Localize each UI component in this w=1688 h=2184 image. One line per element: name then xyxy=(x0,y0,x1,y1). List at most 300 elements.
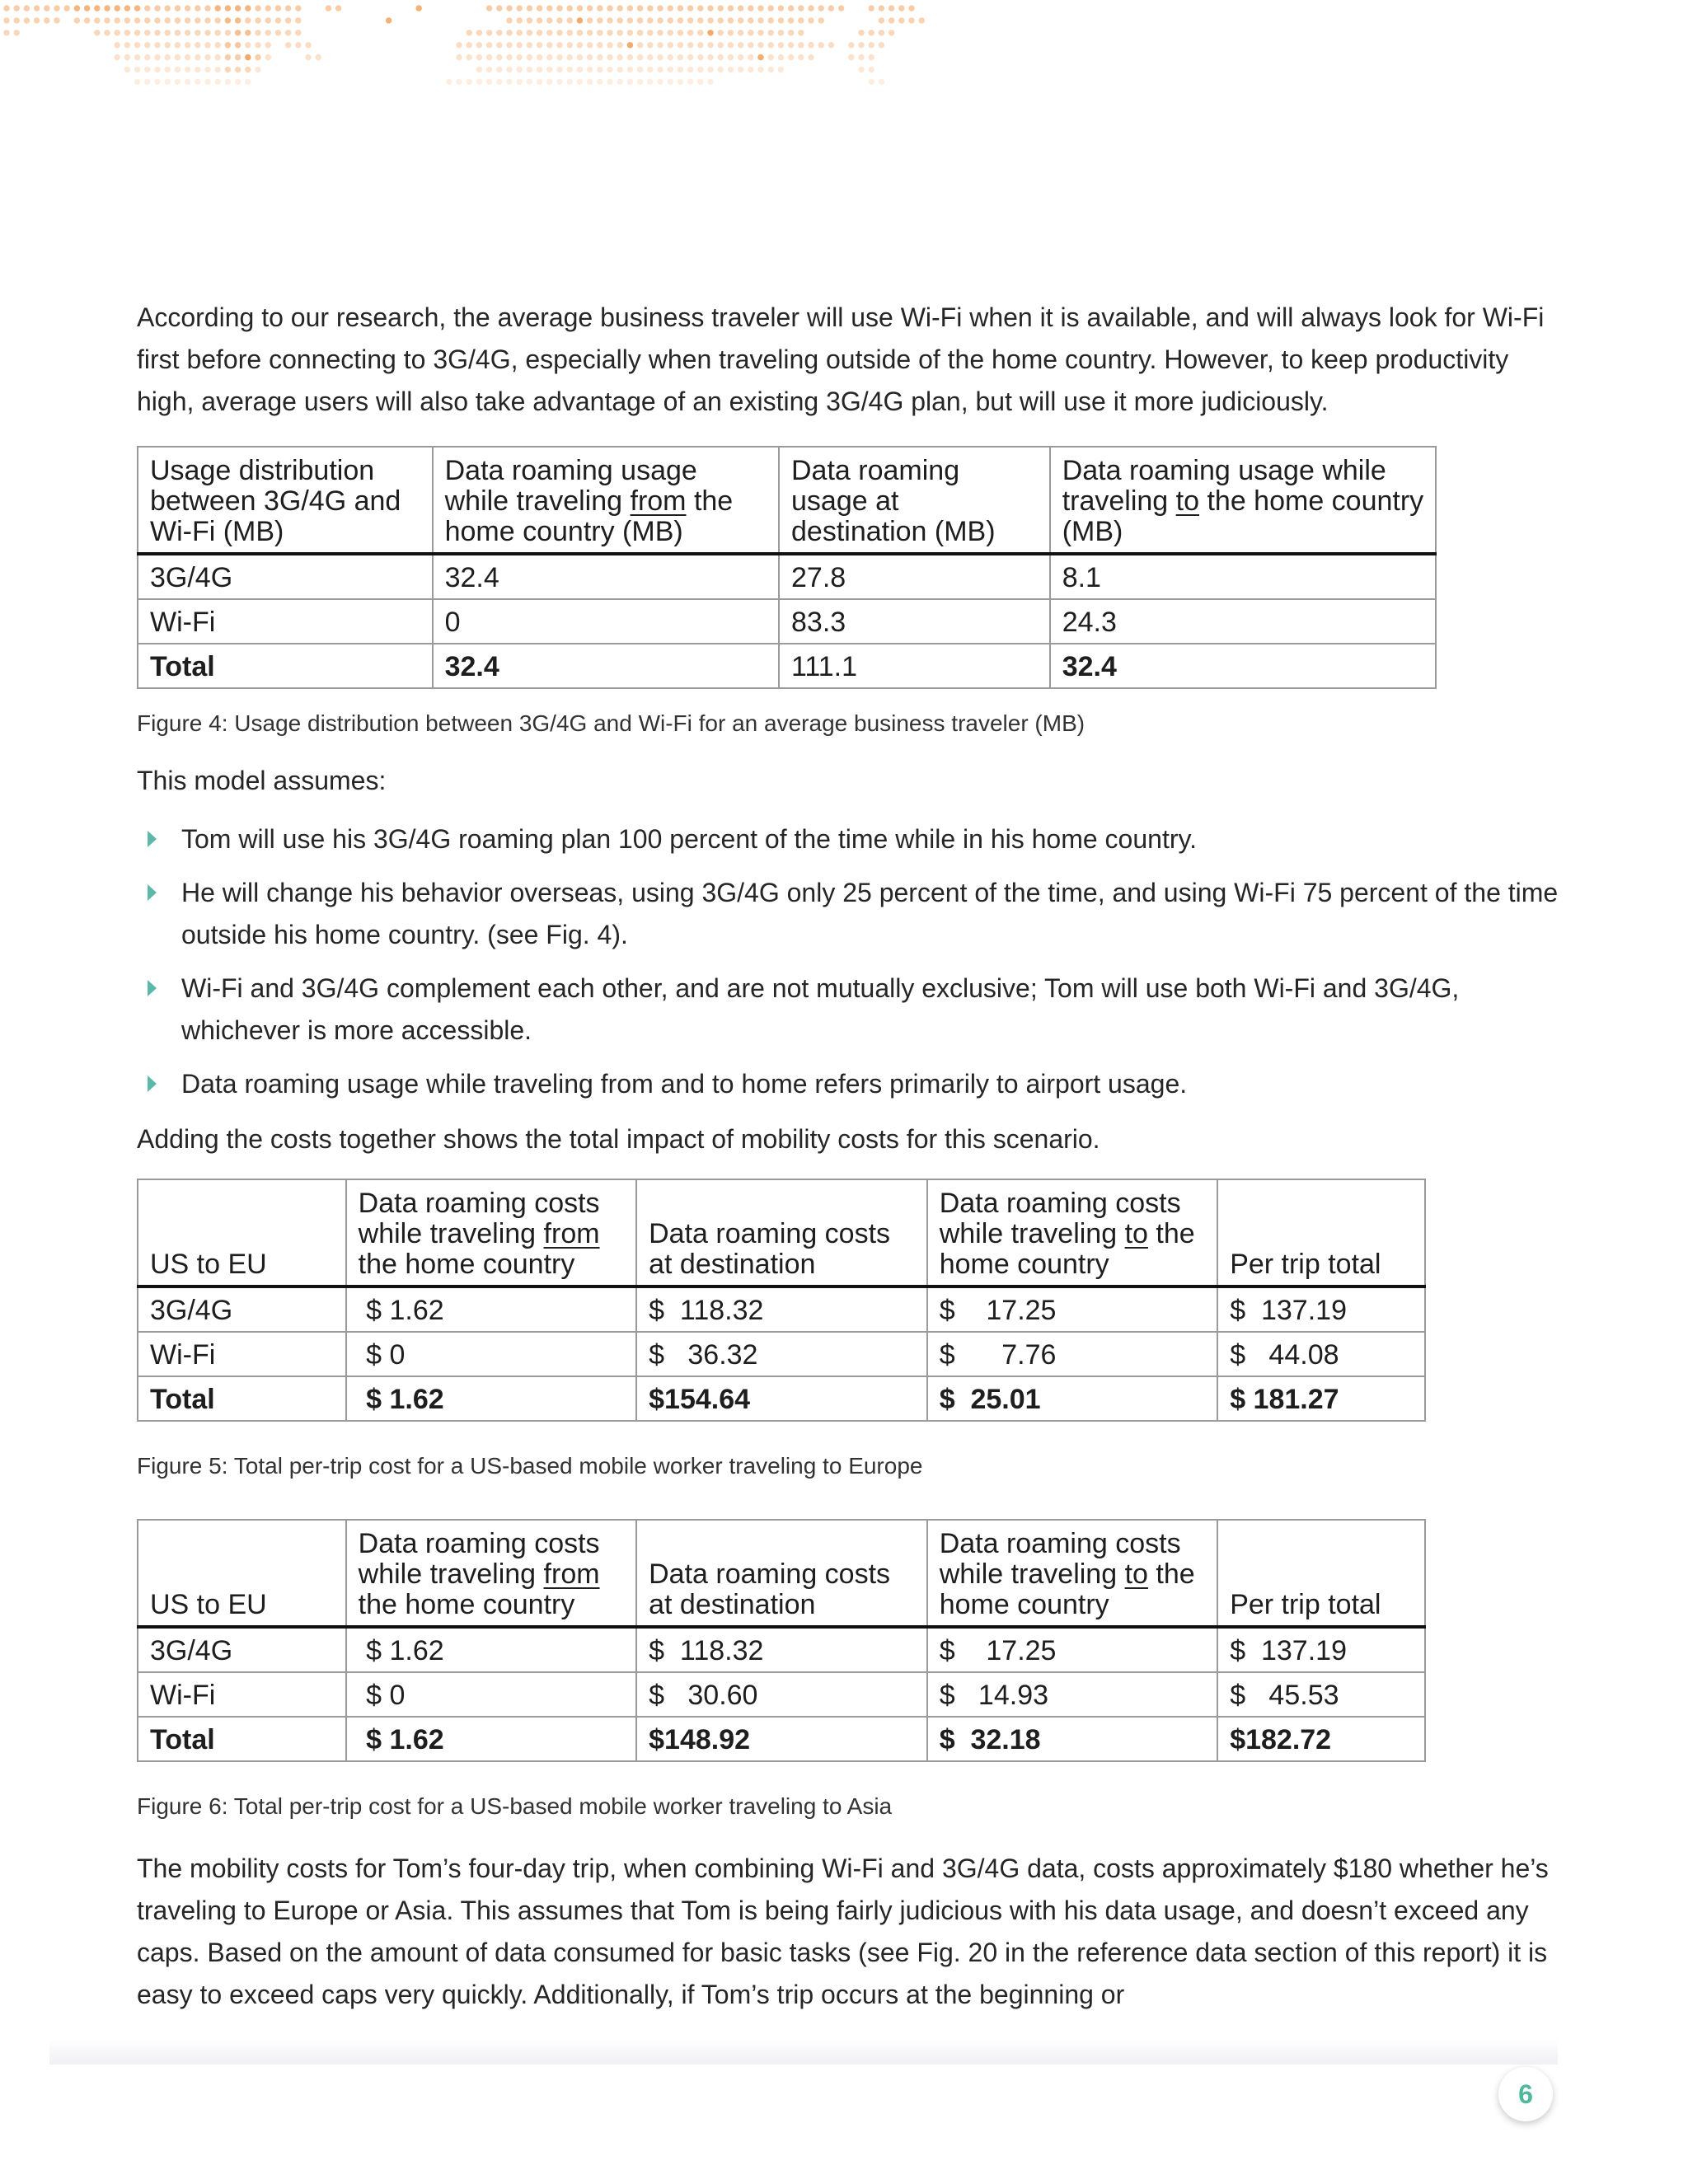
map-dot xyxy=(617,30,623,35)
map-dot xyxy=(697,17,703,23)
map-dot xyxy=(697,42,703,48)
map-dot xyxy=(496,5,502,11)
map-dot xyxy=(517,54,523,60)
map-dot xyxy=(265,42,271,48)
map-dot xyxy=(617,67,623,73)
map-dot xyxy=(567,42,573,48)
map-dot xyxy=(627,54,633,60)
map-dot xyxy=(707,42,713,48)
map-dot xyxy=(506,79,512,85)
map-dot xyxy=(879,5,884,11)
column-header: Data roaming costs at destination xyxy=(636,1179,927,1286)
map-dot xyxy=(728,5,734,11)
map-dot xyxy=(476,42,482,48)
map-dot xyxy=(245,79,251,85)
map-dot xyxy=(527,17,532,23)
map-dot xyxy=(728,42,734,48)
map-dot xyxy=(678,5,683,11)
map-dot xyxy=(707,17,713,23)
map-dot xyxy=(546,54,552,60)
map-dot xyxy=(567,30,573,35)
table-header-row xyxy=(138,447,1436,554)
map-dot xyxy=(567,67,573,73)
map-dot xyxy=(546,30,552,35)
map-dot xyxy=(627,5,633,11)
map-dot xyxy=(879,17,884,23)
map-dot xyxy=(34,5,40,11)
map-dot xyxy=(386,17,392,23)
map-dot xyxy=(285,30,291,35)
map-dot xyxy=(637,54,643,60)
map-dot xyxy=(748,54,753,60)
table-cell: Total xyxy=(138,1376,346,1421)
map-dot xyxy=(647,67,653,73)
table-cell: $ 181.27 xyxy=(1217,1376,1425,1421)
map-dot xyxy=(486,42,492,48)
map-dot xyxy=(215,17,221,23)
map-dot xyxy=(74,17,80,23)
map-dot xyxy=(154,5,160,11)
map-dot xyxy=(607,67,612,73)
map-dot xyxy=(235,30,241,35)
map-dot xyxy=(165,17,171,23)
table-cell: $ 32.18 xyxy=(927,1717,1218,1761)
map-dot xyxy=(546,67,552,73)
map-dot xyxy=(265,17,271,23)
map-dot xyxy=(697,79,703,85)
map-dot xyxy=(34,17,40,23)
map-dot xyxy=(828,42,834,48)
map-dot xyxy=(556,17,562,23)
table-cell: 3G/4G xyxy=(138,554,433,599)
map-dot xyxy=(124,54,130,60)
map-dot xyxy=(104,5,110,11)
map-dot xyxy=(567,79,573,85)
table-total-row xyxy=(138,1717,1425,1761)
map-dot xyxy=(154,67,160,73)
column-header: Data roaming costs at destination xyxy=(636,1520,927,1627)
map-dot xyxy=(175,42,181,48)
map-dot xyxy=(185,30,190,35)
list-item: Wi-Fi and 3G/4G complement each other, and are not mutually exclusive; Tom will use both Wi-Fi and 3G/4G, whichever is more accessible. xyxy=(137,968,1563,1052)
map-dot xyxy=(879,79,884,85)
map-dot xyxy=(637,67,643,73)
map-dot xyxy=(657,5,663,11)
map-dot xyxy=(537,5,542,11)
map-dot xyxy=(486,79,492,85)
map-dot xyxy=(204,42,210,48)
map-dot xyxy=(668,17,673,23)
table-cell: $ 1.62 xyxy=(346,1717,636,1761)
map-dot xyxy=(124,67,130,73)
map-dot xyxy=(707,54,713,60)
map-dot xyxy=(778,42,784,48)
map-dot xyxy=(637,5,643,11)
map-dot xyxy=(74,5,80,11)
map-dot xyxy=(728,67,734,73)
table-row xyxy=(138,1332,1425,1376)
map-dot xyxy=(115,17,120,23)
map-dot xyxy=(225,79,231,85)
closing-paragraph: The mobility costs for Tom’s four-day trip, when combining Wi-Fi and 3G/4G data, costs approximately $180 whether he’s traveling to Europe or Asia. This assumes that Tom is being fairly judicious with his data usage, and doesn’t exceed any caps. Based on the amount of data consumed for basic tasks (see Fig. 20 in the reference data section of this report) it is easy to exceed caps very quickly. Additionally, if Tom’s trip occurs at the beginning or xyxy=(137,1854,1549,2009)
table-header-row xyxy=(138,1520,1425,1627)
map-dot xyxy=(748,17,753,23)
table-cell: Wi-Fi xyxy=(138,599,433,644)
map-dot xyxy=(275,5,281,11)
map-dot xyxy=(84,17,90,23)
map-dot xyxy=(627,30,633,35)
map-dot xyxy=(195,17,200,23)
map-dot xyxy=(134,30,140,35)
map-dot xyxy=(537,79,542,85)
map-dot xyxy=(647,42,653,48)
map-dot xyxy=(225,17,231,23)
map-dot xyxy=(707,30,713,35)
map-dot xyxy=(235,54,241,60)
map-dot xyxy=(215,42,221,48)
map-dot xyxy=(627,79,633,85)
map-dot xyxy=(858,67,864,73)
map-dot xyxy=(506,30,512,35)
map-dot xyxy=(215,79,221,85)
bullet-triangle-icon xyxy=(148,980,157,996)
map-dot xyxy=(54,17,59,23)
map-dot xyxy=(668,54,673,60)
map-dot xyxy=(204,30,210,35)
table-cell: $ 0 xyxy=(346,1672,636,1717)
map-dot xyxy=(134,67,140,73)
map-dot xyxy=(124,30,130,35)
map-dot xyxy=(467,42,472,48)
map-dot xyxy=(255,67,260,73)
map-dot xyxy=(44,5,49,11)
map-dot xyxy=(607,30,612,35)
map-dot xyxy=(587,30,593,35)
map-dot xyxy=(225,5,231,11)
map-dot xyxy=(869,5,874,11)
bottom-fade xyxy=(49,2040,1558,2064)
map-dot xyxy=(215,67,221,73)
table-cell: $148.92 xyxy=(636,1717,927,1761)
map-dot xyxy=(265,54,271,60)
map-dot xyxy=(316,54,321,60)
map-dot xyxy=(124,17,130,23)
map-dot xyxy=(728,30,734,35)
figure-5-caption: Figure 5: Total per-trip cost for a US-based mobile worker traveling to Europe xyxy=(137,1453,923,1479)
map-dot xyxy=(848,54,854,60)
list-item: Data roaming usage while traveling from and to home refers primarily to airport usage. xyxy=(137,1063,1563,1105)
column-header: Data roaming usage while traveling to the home country (MB) xyxy=(1050,447,1436,554)
map-dot xyxy=(678,42,683,48)
column-header: Data roaming usage at destination (MB) xyxy=(779,447,1050,554)
europe-cost-table xyxy=(137,1179,1426,1422)
map-dot xyxy=(134,54,140,60)
column-header: Data roaming costs while traveling from the home country xyxy=(346,1179,636,1286)
map-dot xyxy=(204,79,210,85)
map-dot xyxy=(326,5,331,11)
map-dot xyxy=(808,5,814,11)
map-dot xyxy=(144,17,150,23)
table-row xyxy=(138,554,1436,599)
map-dot xyxy=(245,5,251,11)
map-dot xyxy=(546,42,552,48)
map-dot xyxy=(104,17,110,23)
map-dot xyxy=(738,17,743,23)
map-dot xyxy=(657,79,663,85)
map-dot xyxy=(808,54,814,60)
map-dot xyxy=(144,67,150,73)
map-dot xyxy=(577,30,583,35)
map-dot xyxy=(265,5,271,11)
map-dot xyxy=(245,42,251,48)
map-dot xyxy=(577,5,583,11)
map-dot xyxy=(195,79,200,85)
map-dot xyxy=(506,5,512,11)
usage-distribution-table xyxy=(137,446,1437,689)
map-dot xyxy=(668,79,673,85)
map-dot xyxy=(416,5,422,11)
table-cell: 32.4 xyxy=(1050,644,1436,688)
map-dot xyxy=(879,42,884,48)
map-dot xyxy=(647,54,653,60)
asia-cost-table xyxy=(137,1519,1426,1762)
map-dot xyxy=(597,5,603,11)
map-dot xyxy=(707,5,713,11)
column-header: Usage distribution between 3G/4G and Wi-Fi (MB) xyxy=(138,447,433,554)
map-dot xyxy=(808,42,814,48)
map-dot xyxy=(154,42,160,48)
map-dot xyxy=(577,17,583,23)
map-dot xyxy=(757,30,763,35)
map-dot xyxy=(275,30,281,35)
map-dot xyxy=(456,42,462,48)
map-dot xyxy=(144,42,150,48)
map-dot xyxy=(486,30,492,35)
map-dot xyxy=(165,30,171,35)
map-dot xyxy=(3,17,9,23)
map-dot xyxy=(748,42,753,48)
table-cell: 0 xyxy=(433,599,779,644)
table-cell: $ 14.93 xyxy=(927,1672,1218,1717)
map-dot xyxy=(446,79,452,85)
bullet-triangle-icon xyxy=(148,831,157,847)
map-dot xyxy=(718,5,724,11)
map-dot xyxy=(134,17,140,23)
table-header-row xyxy=(138,1179,1425,1286)
table-cell: $182.72 xyxy=(1217,1717,1425,1761)
map-dot xyxy=(718,17,724,23)
map-dot xyxy=(898,5,904,11)
map-dot xyxy=(517,17,523,23)
map-dot xyxy=(154,30,160,35)
table-cell: $ 36.32 xyxy=(636,1332,927,1376)
map-dot xyxy=(285,42,291,48)
map-dot xyxy=(757,17,763,23)
map-dot xyxy=(134,42,140,48)
intro-paragraph: According to our research, the average business traveler will use Wi-Fi when it is available, and will always look for Wi-Fi first before connecting to 3G/4G, especially when traveling outside of the home country. However, to keep productivity high, average users will also take advantage of an existing 3G/4G plan, but will use it more judiciously. xyxy=(137,302,1545,416)
table-cell: $ 45.53 xyxy=(1217,1672,1425,1717)
map-dot xyxy=(115,30,120,35)
map-dot xyxy=(757,67,763,73)
map-dot xyxy=(858,30,864,35)
map-dot xyxy=(798,30,804,35)
map-dot xyxy=(486,54,492,60)
map-dot xyxy=(305,42,311,48)
map-dot xyxy=(185,54,190,60)
map-dot xyxy=(798,54,804,60)
map-dot xyxy=(788,42,794,48)
map-dot xyxy=(647,5,653,11)
map-dot xyxy=(879,30,884,35)
map-dot xyxy=(818,42,824,48)
map-dot xyxy=(537,42,542,48)
map-dot xyxy=(527,79,532,85)
figure-4-caption: Figure 4: Usage distribution between 3G/4G and Wi-Fi for an average business traveler (MB) xyxy=(137,710,1085,736)
map-dot xyxy=(869,42,874,48)
map-dot xyxy=(768,5,774,11)
table-cell: 32.4 xyxy=(433,644,779,688)
table-cell: Total xyxy=(138,644,433,688)
map-dot xyxy=(44,17,49,23)
map-dot xyxy=(537,54,542,60)
table-cell: 8.1 xyxy=(1050,554,1436,599)
page-content xyxy=(137,297,1563,2016)
bullet-triangle-icon xyxy=(148,1076,157,1092)
map-dot xyxy=(255,17,260,23)
table-cell: $ 25.01 xyxy=(927,1376,1218,1421)
map-dot xyxy=(506,67,512,73)
map-dot xyxy=(728,17,734,23)
map-dot xyxy=(738,42,743,48)
map-dot xyxy=(637,42,643,48)
map-dot xyxy=(185,5,190,11)
assumptions-list xyxy=(137,818,1563,1105)
map-dot xyxy=(678,67,683,73)
map-dot xyxy=(607,79,612,85)
map-dot xyxy=(517,79,523,85)
column-header: Data roaming costs while traveling to the home country xyxy=(927,1179,1218,1286)
table-cell: 32.4 xyxy=(433,554,779,599)
map-dot xyxy=(175,5,181,11)
map-dot xyxy=(858,54,864,60)
map-dot xyxy=(124,42,130,48)
map-dot xyxy=(204,54,210,60)
map-dot xyxy=(687,30,693,35)
map-dot xyxy=(597,17,603,23)
map-dot xyxy=(627,42,633,48)
map-dot xyxy=(718,67,724,73)
map-dot xyxy=(265,30,271,35)
map-dot xyxy=(556,5,562,11)
map-dot xyxy=(908,5,914,11)
map-dot xyxy=(768,54,774,60)
map-dot xyxy=(647,17,653,23)
map-dot xyxy=(687,79,693,85)
map-dot xyxy=(577,67,583,73)
map-dot xyxy=(869,30,874,35)
map-dot xyxy=(617,17,623,23)
map-dot xyxy=(527,5,532,11)
bullet-triangle-icon xyxy=(148,884,157,901)
map-dot xyxy=(527,42,532,48)
map-dot xyxy=(808,17,814,23)
map-dot xyxy=(728,54,734,60)
column-header: US to EU xyxy=(138,1520,346,1627)
map-dot xyxy=(14,30,20,35)
map-dot xyxy=(204,5,210,11)
map-dot xyxy=(24,17,30,23)
map-dot xyxy=(94,5,100,11)
table-cell: $ 137.19 xyxy=(1217,1286,1425,1332)
page-number-badge: 6 xyxy=(1498,2067,1553,2121)
map-dot xyxy=(225,30,231,35)
table-cell: $ 44.08 xyxy=(1217,1332,1425,1376)
map-dot xyxy=(697,54,703,60)
map-dot xyxy=(778,30,784,35)
map-dot xyxy=(195,30,200,35)
table-cell: Total xyxy=(138,1717,346,1761)
map-dot xyxy=(657,30,663,35)
list-item: Tom will use his 3G/4G roaming plan 100 percent of the time while in his home country. xyxy=(137,818,1563,860)
map-dot xyxy=(215,5,221,11)
map-dot xyxy=(748,67,753,73)
map-dot xyxy=(275,17,281,23)
map-dot xyxy=(718,42,724,48)
table-total-row xyxy=(138,1376,1425,1421)
map-dot xyxy=(889,5,894,11)
map-dot xyxy=(556,67,562,73)
map-dot xyxy=(668,67,673,73)
table-cell: $ 17.25 xyxy=(927,1286,1218,1332)
map-dot xyxy=(225,67,231,73)
map-dot xyxy=(195,67,200,73)
table-cell: $ 7.76 xyxy=(927,1332,1218,1376)
map-dot xyxy=(175,67,181,73)
column-header: Per trip total xyxy=(1217,1179,1425,1286)
map-dot xyxy=(898,17,904,23)
map-dot xyxy=(195,42,200,48)
map-dot xyxy=(577,54,583,60)
map-dot xyxy=(567,17,573,23)
map-dot xyxy=(305,54,311,60)
map-dot xyxy=(607,42,612,48)
map-dot xyxy=(496,54,502,60)
map-dot xyxy=(14,17,20,23)
map-dot xyxy=(486,67,492,73)
map-dot xyxy=(556,54,562,60)
map-dot xyxy=(697,5,703,11)
map-dot xyxy=(697,30,703,35)
map-dot xyxy=(556,30,562,35)
map-dot xyxy=(617,5,623,11)
map-dot xyxy=(144,5,150,11)
map-dot xyxy=(165,5,171,11)
map-dot xyxy=(546,5,552,11)
map-dot xyxy=(506,54,512,60)
map-dot xyxy=(838,5,844,11)
map-dot xyxy=(556,79,562,85)
map-dot xyxy=(235,79,241,85)
map-dot xyxy=(467,54,472,60)
table-cell: 3G/4G xyxy=(138,1627,346,1672)
map-dot xyxy=(496,42,502,48)
map-dot xyxy=(597,79,603,85)
map-dot xyxy=(467,30,472,35)
table-cell: 27.8 xyxy=(779,554,1050,599)
map-dot xyxy=(738,67,743,73)
map-dot xyxy=(647,79,653,85)
assumptions-intro: This model assumes: xyxy=(137,766,387,795)
